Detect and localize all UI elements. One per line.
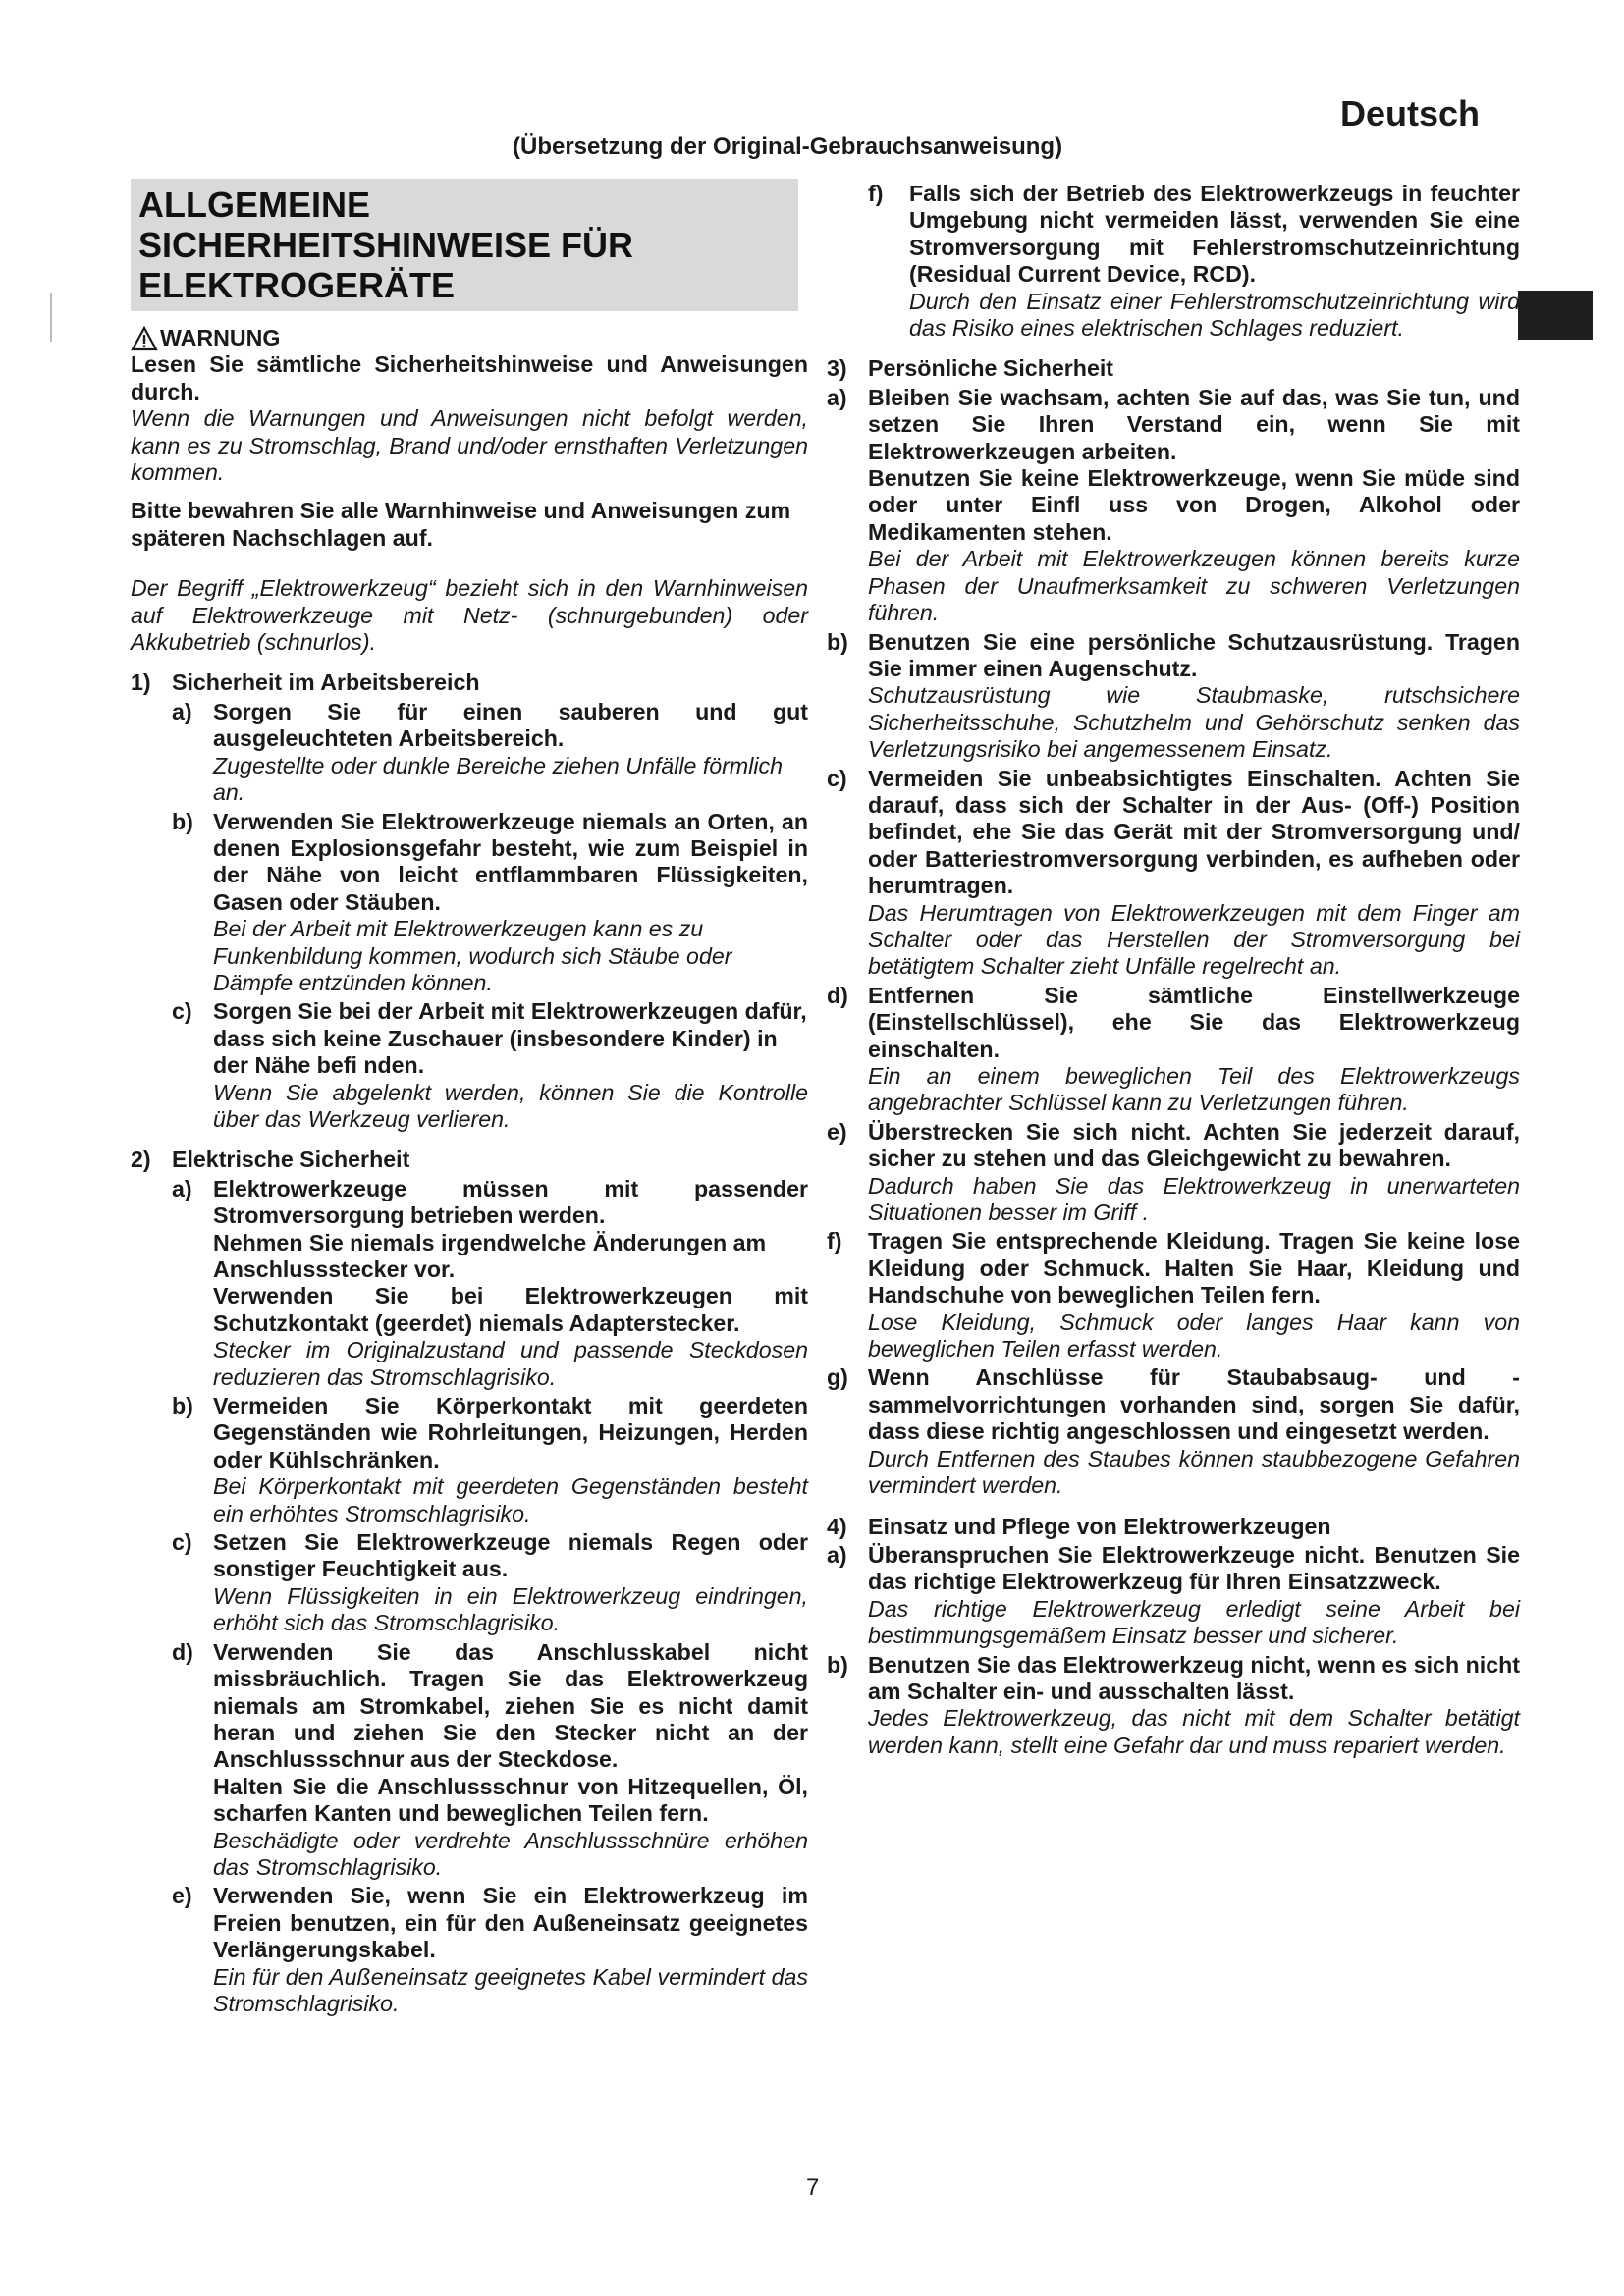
warning-heading bbox=[131, 325, 808, 351]
section-2-heading: 2) Elektrische Sicherheit bbox=[131, 1147, 410, 1173]
s1-item-c: c) Sorgen Sie bei der Arbeit mit Elektrowerkzeugen dafür, dass sich keine Zuschauer (insbesondere Kinder) in der Nähe befi nden. Wenn Sie abgelenkt werden, können Sie die Kontrolle über das Werkzeug verlieren. bbox=[172, 998, 808, 1132]
s3-item-a: a) Bleiben Sie wachsam, achten Sie auf das, was Sie tun, und setzen Sie Ihren Verstand ein, wenn Sie mit Elektrowerkzeugen arbeiten. Benutzen Sie keine Elektrowerkzeuge, wenn Sie müde sind oder unter Einfl uss von Drogen, Alkohol oder Medikamenten stehen. Bei der Arbeit mit Elektrowerkzeugen können bereits kurze Phasen der Unaufmerksamkeit zu schweren Verletzungen führen. bbox=[827, 384, 1520, 626]
s2-item-e: e) Verwenden Sie, wenn Sie ein Elektrowerkzeug im Freien benutzen, ein für den Außeneinsatz geeignetes Verlängerungskabel. Ein für den Außeneinsatz geeignetes Kabel vermindert das Stromschlagrisiko. bbox=[172, 1883, 808, 2016]
warning-label: WARNUNG bbox=[160, 325, 281, 350]
right-column bbox=[827, 179, 1520, 1759]
s2-item-d: d) Verwenden Sie das Anschlusskabel nicht missbräuchlich. Tragen Sie das Elektrowerkzeug niemals am Stromkabel, ziehen Sie es nicht damit heran und ziehen Sie den Stecker nicht an der Anschlussschnur aus der Steckdose. Halten Sie die Anschlussschnur von Hitzequellen, Öl, scharfen Kanten und beweglichen Teilen fern. Beschädigte oder verdrehte Anschlussschnüre erhöhen das Stromschlagrisiko. bbox=[172, 1638, 808, 1880]
title-line-1: ALLGEMEINE bbox=[138, 185, 371, 225]
section-1-heading: 1) Sicherheit im Arbeitsbereich bbox=[131, 669, 480, 696]
s4-item-b: b) Benutzen Sie das Elektrowerkzeug nicht, wenn es sich nicht am Schalter ein- und ausschalten lässt. Jedes Elektrowerkzeug, das nicht mit dem Schalter betätigt werden kann, stellt eine Gefahr dar und muss repariert werden. bbox=[827, 1651, 1520, 1758]
warning-read-all: Lesen Sie sämtliche Sicherheitshinweise und Anweisungen durch. bbox=[131, 351, 808, 404]
s3-item-g: g) Wenn Anschlüsse für Staubabsaug- und - sammelvorrichtungen vorhanden sind, sorgen Sie dafür, dass diese richtig angeschlossen und eingesetzt werden. Durch Entfernen des Staubes können staubbezogene Gefahren vermindert werden. bbox=[827, 1364, 1520, 1499]
s1-item-a: a) Sorgen Sie für einen sauberen und gut ausgeleuchteten Arbeitsbereich. Zugestellte oder dunkle Bereiche ziehen Unfälle förmlich an. bbox=[172, 698, 808, 806]
section-tab-marker bbox=[1518, 291, 1593, 340]
warning-keep-instructions: Bitte bewahren Sie alle Warnhinweise und Anweisungen zum späteren Nachschlagen auf. bbox=[131, 498, 791, 551]
left-column bbox=[131, 179, 808, 2017]
s3-item-e: e) Überstrecken Sie sich nicht. Achten Sie jederzeit darauf, sicher zu stehen und das Gleichgewicht zu bewahren. Dadurch haben Sie das Elektrowerkzeug in unerwarteten Situationen besser im Griff . bbox=[827, 1118, 1520, 1226]
language-label: Deutsch bbox=[1340, 93, 1481, 133]
title-line-2: SICHERHEITSHINWEISE FÜR bbox=[138, 225, 634, 265]
s2-item-f: f) Falls sich der Betrieb des Elektrowerkzeugs in feuchter Umgebung nicht vermeiden lässt, verwenden Sie eine Stromversorgung mit Fehlerstromschutzeinrichtung (Residual Current Device, RCD). Durch den Einsatz einer Fehlerstromschutzeinrichtung wird das Risiko eines elektrischen Schlages reduziert. bbox=[868, 181, 1520, 342]
warning-term-definition: Der Begriff „Elektrowerkzeug“ bezieht sich in den Warnhinweisen auf Elektrowerkzeuge mit Netz- (schnurgebunden) oder Akkubetrieb (schnurlos). bbox=[131, 575, 808, 656]
s1-item-b: b) Verwenden Sie Elektrowerkzeuge niemals an Orten, an denen Explosionsgefahr besteht, wie zum Beispiel in der Nähe von leicht entflammbaren Flüssigkeiten, Gasen oder Stäuben. Bei der Arbeit mit Elektrowerkzeugen kann es zu Funkenbildung kommen, wodurch sich Stäube oder Dämpfe entzünden können. bbox=[172, 808, 808, 995]
warning-consequence: Wenn die Warnungen und Anweisungen nicht befolgt werden, kann es zu Stromschlag, Brand und/oder ernsthaften Verletzungen kommen. bbox=[131, 405, 808, 486]
warning-triangle-icon bbox=[131, 326, 158, 351]
s4-item-a: a) Überanspruchen Sie Elektrowerkzeuge nicht. Benutzen Sie das richtige Elektrowerkzeug für Ihren Einsatzzweck. Das richtige Elektrowerkzeug erledigt seine Arbeit bei bestimmungsgemäßem Einsatz besser und sicherer. bbox=[827, 1541, 1520, 1649]
s2-item-c: c) Setzen Sie Elektrowerkzeuge niemals Regen oder sonstiger Feuchtigkeit aus. Wenn Flüssigkeiten in ein Elektrowerkzeug eindringen, erhöht sich das Stromschlagrisiko. bbox=[172, 1529, 808, 1636]
section-4-heading: 4) Einsatz und Pflege von Elektrowerkzeugen bbox=[827, 1513, 1331, 1539]
s3-item-f: f) Tragen Sie entsprechende Kleidung. Tragen Sie keine lose Kleidung oder Schmuck. Halten Sie Haar, Kleidung und Handschuhe von beweglichen Teilen fern. Lose Kleidung, Schmuck oder langes Haar kann von beweglichen Teilen erfasst werden. bbox=[827, 1228, 1520, 1362]
margin-line bbox=[50, 293, 52, 342]
title-box bbox=[131, 179, 798, 311]
s3-item-b: b) Benutzen Sie eine persönliche Schutzausrüstung. Tragen Sie immer einen Augenschutz. Schutzausrüstung wie Staubmaske, rutschsichere Sicherheitsschuhe, Schutzhelm und Gehörschutz senken das Verletzungsrisiko bei angemessenem Einsatz. bbox=[827, 628, 1520, 763]
page-number: 7 bbox=[806, 2174, 820, 2201]
s3-item-c: c) Vermeiden Sie unbeabsichtigtes Einschalten. Achten Sie darauf, dass sich der Schalter in der Aus- (Off-) Position befindet, ehe Sie das Gerät mit der Stromversorgung und/ oder Batteriestromversorgung verbinden, es aufheben oder herumtragen. Das Herumtragen von Elektrowerkzeugen mit dem Finger am Schalter oder das Herstellen der Stromversorgung bei betätigtem Schalter zieht Unfälle regelrecht an. bbox=[827, 765, 1520, 980]
title-line-3: ELEKTROGERÄTE bbox=[138, 265, 456, 305]
s3-item-d: d) Entfernen Sie sämtliche Einstellwerkzeuge (Einstellschlüssel), ehe Sie das Elektrowerkzeug einschalten. Ein an einem beweglichen Teil des Elektrowerkzeugs angebrachter Schlüssel kann zu Verletzungen führen. bbox=[827, 982, 1520, 1116]
s2-item-a: a) Elektrowerkzeuge müssen mit passender Stromversorgung betrieben werden. Nehmen Sie niemals irgendwelche Änderungen am Anschlussstecker vor. Verwenden Sie bei Elektrowerkzeugen mit Schutzkontakt (geerdet) niemals Adapterstecker. Stecker im Originalzustand und passende Steckdosen reduzieren das Stromschlagrisiko. bbox=[172, 1175, 808, 1390]
s2-item-b: b) Vermeiden Sie Körperkontakt mit geerdeten Gegenständen wie Rohrleitungen, Heizungen, Herden oder Kühlschränken. Bei Körperkontakt mit geerdeten Gegenständen besteht ein erhöhtes Stromschlagrisiko. bbox=[172, 1393, 808, 1526]
document-subtitle: (Übersetzung der Original-Gebrauchsanweisung) bbox=[513, 133, 1063, 160]
section-3-heading: 3) Persönliche Sicherheit bbox=[827, 355, 1114, 382]
